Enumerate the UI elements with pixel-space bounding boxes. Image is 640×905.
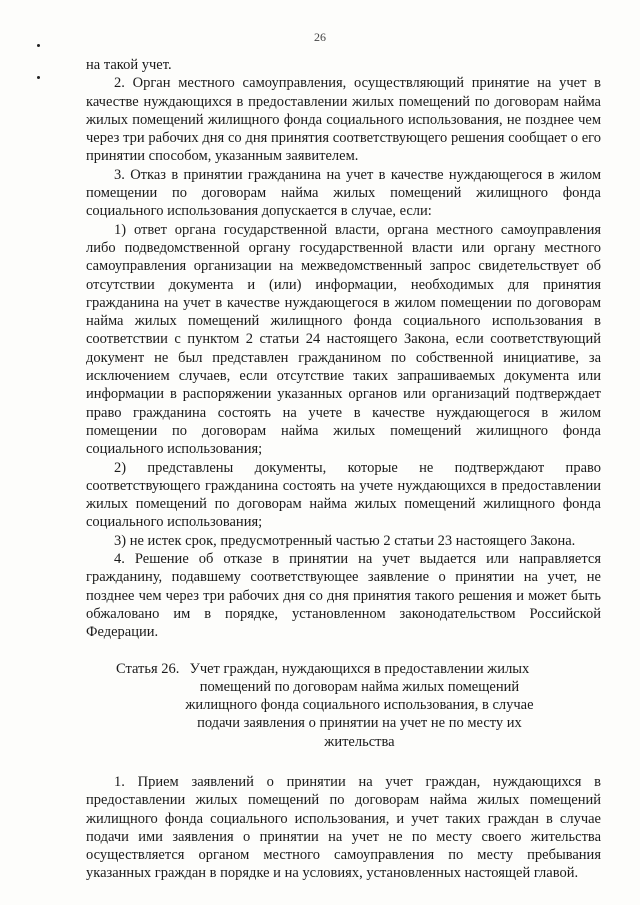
paragraph: 1. Прием заявлений о принятии на учет граждан, нуждающихся в предоставлении жилых помещений по договорам найма жилых помещений жилищного фонда социального использования, и учет таких граждан в случае подачи ими заявления о принятии на учет не по месту своего жительства осуществляется органом местного самоуправления по месту пребывания указанных граждан в порядке и на условиях, установленных настоящей главой. <box>86 773 601 882</box>
article-title: Учет граждан, нуждающихся в предоставлении жилых помещений по договорам найма жилых помещений жилищного фонда социального использования, в случае подачи заявления о принятии на учет не по месту их жительства <box>185 660 534 750</box>
paragraph: 3. Отказ в принятии гражданина на учет в качестве нуждающегося в жилом помещении по договорам найма жилых помещений жилищного фонда социального использования допускается в случае, если: <box>86 166 601 220</box>
article-heading <box>86 660 601 751</box>
article-number: Статья 26. <box>116 660 180 677</box>
document-body <box>86 56 601 883</box>
paragraph: 2. Орган местного самоуправления, осуществляющий принятие на учет в качестве нуждающихся в предоставлении жилых помещений по договорам найма жилых помещений жилищного фонда социального использования, не позднее чем через три рабочих дня со дня принятия соответствующего решения сообщает о его принятии способом, указанным заявителем. <box>86 75 601 165</box>
margin-dot <box>37 44 40 47</box>
paragraph: 1) ответ органа государственной власти, органа местного самоуправления либо подведомственной органу государственной власти или органу местного самоуправления организации на межведомственный запрос свидетельствует об отсутствии документа и (или) информации, необходимых для принятия гражданина на учет в качестве нуждающегося в жилом помещении по договорам найма жилых помещений жилищного фонда социального использования в соответствии с пунктом 2 статьи 24 настоящего Закона, если соответствующий документ не был представлен гражданином по собственной инициативе, за исключением случаев, если отсутствие таких запрашиваемых документа или информации в распоряжении указанных органов или организаций подтверждает право гражданина состоять на учете в качестве нуждающегося в жилом помещении по договорам найма жилых помещений жилищного фонда социального использования; <box>86 221 601 458</box>
paragraph: 3) не истек срок, предусмотренный частью 2 статьи 23 настоящего Закона. <box>114 532 576 549</box>
page-number: 26 <box>314 30 326 44</box>
paragraph: 4. Решение об отказе в принятии на учет выдается или направляется гражданину, подавшему соответствующее заявление о принятии на учет, не позднее чем через три рабочих дня со дня принятия такого решения и может быть обжаловано им в порядке, установленном законодательством Российской Федерации. <box>86 551 601 641</box>
paragraph: на такой учет. <box>86 57 172 73</box>
paragraph: 2) представлены документы, которые не подтверждают право соответствующего гражданина состоять на учете нуждающихся в предоставлении жилых помещений по договорам найма жилых помещений жилищного фонда социального использования; <box>86 459 601 531</box>
margin-dot <box>37 76 40 79</box>
